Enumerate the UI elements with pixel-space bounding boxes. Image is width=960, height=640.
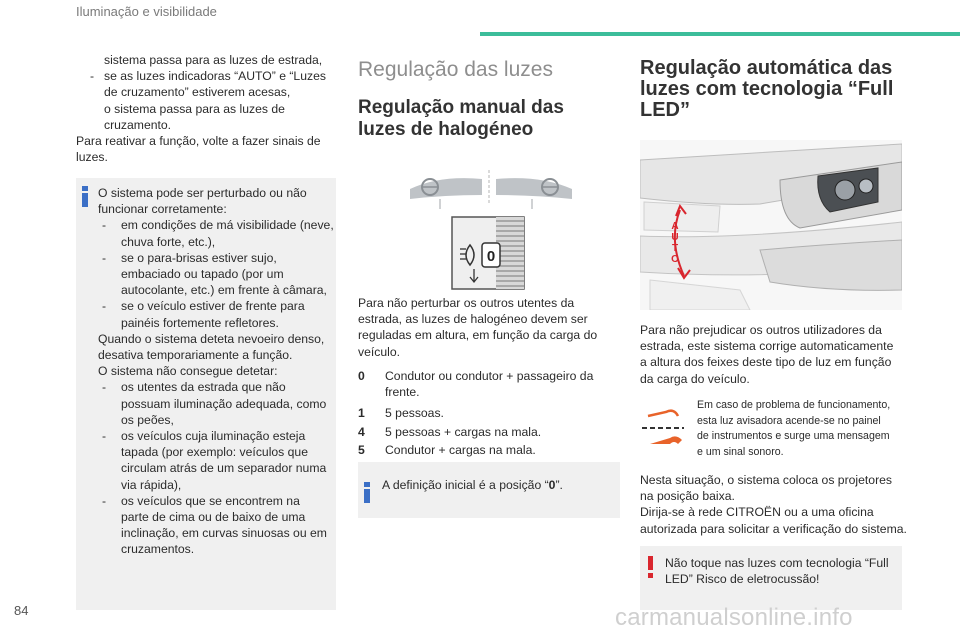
headlight-height-illustration bbox=[400, 165, 580, 295]
list-item: - os utentes da estrada que não possuam iluminação adequada, como os peões, bbox=[102, 380, 327, 427]
col3-para1: Para não prejudicar os outros utilizadores da estrada, este sistema corrige automaticamente a altura dos feixes deste tipo de luz em função da carga do veículo. bbox=[640, 323, 894, 386]
position-item: 4 5 pessoas + cargas na mala. bbox=[358, 424, 542, 439]
car-interior-right bbox=[496, 178, 572, 209]
car-interior-left bbox=[410, 178, 482, 209]
col1-top-text bbox=[76, 52, 338, 165]
default-position-note: A definição inicial é a posição “0”. bbox=[382, 478, 563, 492]
dash-continuation: sistema passa para as luzes de estrada, bbox=[104, 53, 323, 67]
load-positions-list bbox=[358, 368, 620, 458]
box-mid-text: Quando o sistema deteta nevoeiro denso, desativa temporariamente a função. O sistema não consegue detetar: bbox=[98, 331, 325, 379]
list-item: - se o para-brisas estiver sujo, embaciado ou tapado (por um autocolante, etc.) em frente à câmara, bbox=[102, 250, 327, 298]
warning-lamp-text: Em caso de problema de funcionamento, esta luz avisadora acende-se no painel de instrumentos e surge uma mensagem e um sinal sonoro. bbox=[697, 399, 891, 458]
box-intro: O sistema pode ser perturbado ou não funcionar corretamente: bbox=[98, 186, 307, 217]
wrench-warning-icon bbox=[640, 404, 688, 452]
section-title: Regulação das luzes bbox=[358, 58, 553, 81]
list-item: - os veículos que se encontrem na parte de cima ou de baixo de uma inclinação, em curvas sinuosas ou em cruzamentos. bbox=[102, 493, 327, 557]
col2-para: Para não perturbar os outros utentes da estrada, as luzes de halogéneo devem ser reguladas em altura, em função da carga do veículo. bbox=[358, 296, 598, 359]
danger-box bbox=[640, 546, 902, 610]
auto-letter: A bbox=[671, 221, 679, 232]
full-led-headlamp-illustration bbox=[640, 140, 902, 310]
auto-letter: O bbox=[671, 254, 679, 265]
auto-letter: U bbox=[671, 232, 679, 243]
reactivate-paragraph: Para reativar a função, volte a fazer sinais de luzes. bbox=[76, 134, 321, 165]
list-item: - em condições de má visibilidade (neve, chuva forte, etc.), bbox=[102, 218, 334, 249]
list-item: - se o veículo estiver de frente para painéis fortemente refletores. bbox=[102, 299, 305, 330]
info-box-default bbox=[358, 462, 620, 518]
thumbwheel-position-label: 0 bbox=[486, 248, 496, 265]
header-accent-bar bbox=[480, 32, 960, 36]
watermark: carmanualsonline.info bbox=[615, 604, 853, 631]
running-header: Iluminação e visibilidade bbox=[76, 4, 217, 19]
position-item: 0 Condutor ou condutor + passageiro da frente. bbox=[358, 369, 594, 400]
exclamation-icon bbox=[648, 556, 654, 578]
danger-text: Não toque nas luzes com tecnologia “Full LED” Risco de eletrocussão! bbox=[665, 556, 889, 587]
position-item: 5 Condutor + cargas na mala. bbox=[358, 442, 536, 457]
subsection-title: Regulação manual das luzes de halogéneo bbox=[358, 97, 564, 140]
col3-para2: Nesta situação, o sistema coloca os projetores na posição baixa. Dirija-se à rede CITROËN ou a uma oficina autorizada para solicitar a verificação do sistema. bbox=[640, 473, 907, 536]
info-box-limitations bbox=[76, 178, 336, 610]
auto-letter: T bbox=[671, 243, 679, 254]
headlight-adjust-thumbwheel bbox=[452, 217, 524, 289]
dash-item: - se as luzes indicadoras “AUTO” e “Luzes de cruzamento” estiverem acesas, o sistema passa para as luzes de cruzamento. bbox=[90, 69, 326, 132]
position-item: 1 5 pessoas. bbox=[358, 406, 444, 421]
col3-title: Regulação automática das luzes com tecnologia “Full LED” bbox=[640, 57, 894, 121]
list-item: - os veículos cuja iluminação esteja tapada (por exemplo: veículos que circulam atrás de um separador numa via rápida), bbox=[102, 429, 327, 492]
page-number: 84 bbox=[14, 603, 29, 618]
